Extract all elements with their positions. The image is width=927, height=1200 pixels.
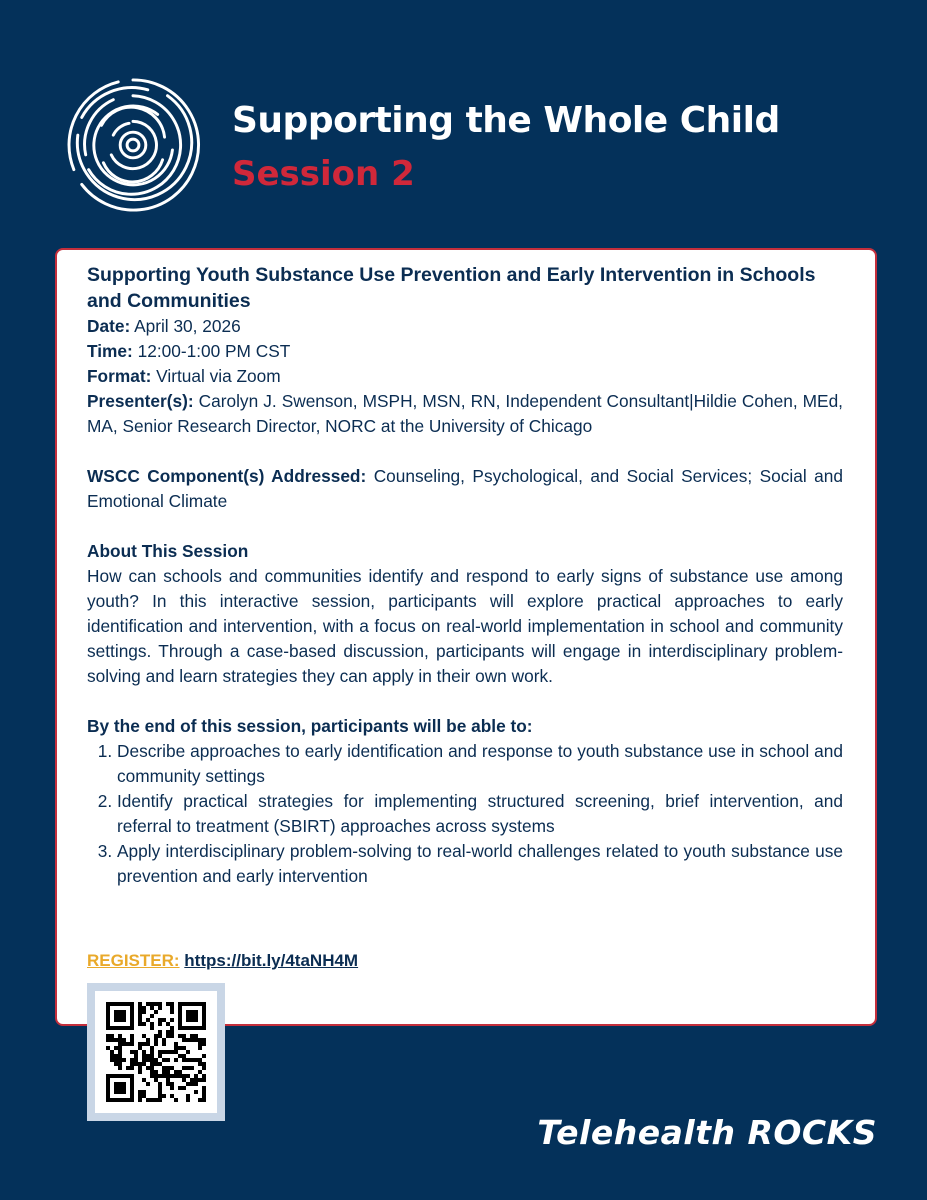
list-item: 2. Identify practical strategies for implementing structured screening, brief intervention, and referral to treatment (SBIRT) approaches across systems: [117, 789, 843, 839]
brand-logo: Telehealth ROCKS: [537, 1113, 877, 1152]
date-label: Date:: [87, 316, 131, 336]
qr-frame: [87, 983, 225, 1121]
presenters-line: [87, 389, 843, 439]
list-item: 1. Describe approaches to early identification and response to youth substance use in school and community settings: [117, 739, 843, 789]
qr-code-icon[interactable]: [106, 1002, 206, 1102]
presenters-label: Presenter(s):: [87, 391, 194, 411]
time-line: [87, 339, 843, 364]
objectives-list: [87, 739, 843, 889]
format-value: Virtual via Zoom: [156, 366, 281, 386]
about-heading: About This Session: [87, 541, 249, 561]
register-label: REGISTER:: [87, 951, 180, 970]
time-value: 12:00-1:00 PM CST: [137, 341, 291, 361]
wscc-line: [87, 464, 843, 514]
about-text: How can schools and communities identify and respond to early signs of substance use among youth? In this interactive session, participants will explore practical approaches to early identification and intervention, with a focus on real-world implementation in school and community settings. Through a case-based discussion, participants will engage in interdisciplinary problem-solving and learn strategies they can apply in their own work.: [87, 566, 843, 686]
session-content: [87, 262, 843, 889]
page-title: Supporting the Whole Child: [232, 100, 780, 141]
date-value: April 30, 2026: [134, 316, 241, 336]
register-line: [87, 951, 358, 971]
page-subtitle: Session 2: [232, 154, 415, 194]
register-link[interactable]: https://bit.ly/4taNH4M: [184, 951, 359, 970]
wscc-label: WSCC Component(s) Addressed:: [87, 466, 367, 486]
date-line: [87, 314, 843, 339]
format-label: Format:: [87, 366, 152, 386]
objectives-heading: By the end of this session, participants will be able to:: [87, 716, 533, 736]
time-label: Time:: [87, 341, 133, 361]
presenters-value: Carolyn J. Swenson, MSPH, MSN, RN, Independent Consultant|Hildie Cohen, MEd, MA, Senior Research Director, NORC at the University of Chicago: [87, 391, 843, 436]
format-line: [87, 364, 843, 389]
list-item: 3. Apply interdisciplinary problem-solving to real-world challenges related to youth substance use prevention and early intervention: [117, 839, 843, 889]
wscc-value: Counseling, Psychological, and Social Services; Social and Emotional Climate: [87, 466, 843, 511]
session-title: Supporting Youth Substance Use Prevention and Early Intervention in Schools and Communities: [87, 264, 816, 312]
concentric-circles-logo-icon: [64, 76, 202, 214]
